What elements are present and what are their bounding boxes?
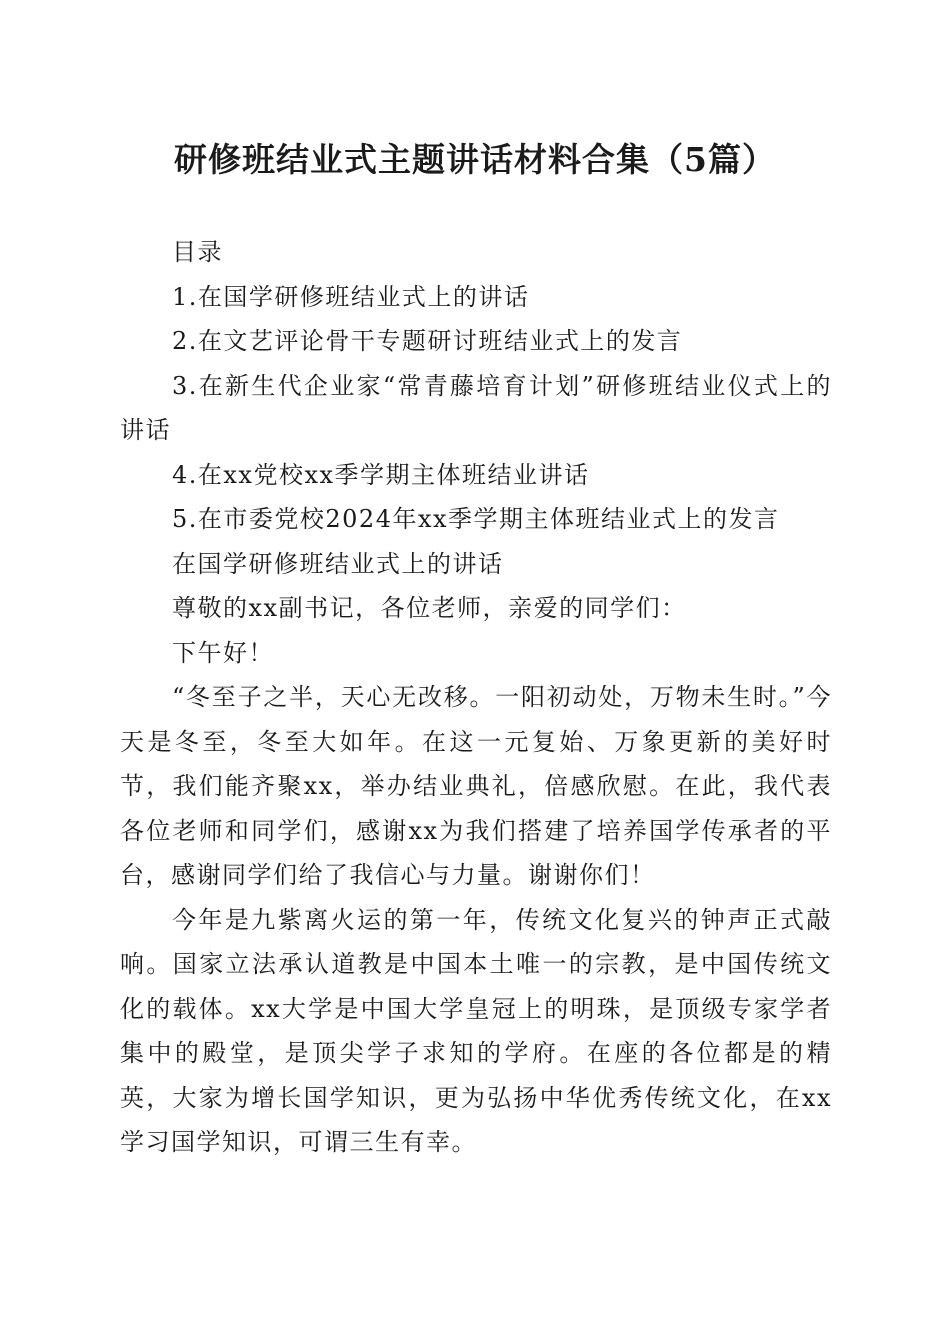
toc-item: 2.在文艺评论骨干专题研讨班结业式上的发言 [172,327,683,355]
document-body [120,230,832,1165]
speech-salutation: 尊敬的xx副书记，各位老师，亲爱的同学们： [172,594,687,622]
speech-heading: 在国学研修班结业式上的讲话 [172,549,504,578]
document-title: 研修班结业式主题讲话材料合集（5篇） [174,140,776,179]
toc-item: 1.在国学研修班结业式上的讲话 [172,282,530,311]
toc-item: 3.在新生代企业家“常青藤培育计划”研修班结业仪式上的讲话 [120,371,832,444]
toc-heading: 目录 [172,238,223,266]
speech-greeting: 下午好！ [172,638,274,667]
toc-item: 5.在市委党校2024年xx季学期主体班结业式上的发言 [172,505,780,533]
speech-paragraph: 今年是九紫离火运的第一年，传统文化复兴的钟声正式敲响。国家立法承认道教是中国本土唯一的宗教，是中国传统文化的载体。xx大学是中国大学皇冠上的明珠，是顶级专家学者集中的殿堂，是顶尖学子求知的学府。在座的各位都是的精英，大家为增长国学知识，更为弘扬中华优秀传统文化，在xx学习国学知识，可谓三生有幸。 [120,905,832,1156]
speech-paragraph: “冬至子之半，天心无改移。一阳初动处，万物未生时。”今天是冬至，冬至大如年。在这一元复始、万象更新的美好时节，我们能齐聚xx，举办结业典礼，倍感欣慰。在此，我代表各位老师和同学们，感谢xx为我们搭建了培养国学传承者的平台，感谢同学们给了我信心与力量。谢谢你们！ [120,683,832,889]
toc-item: 4.在xx党校xx季学期主体班结业讲话 [172,460,590,489]
